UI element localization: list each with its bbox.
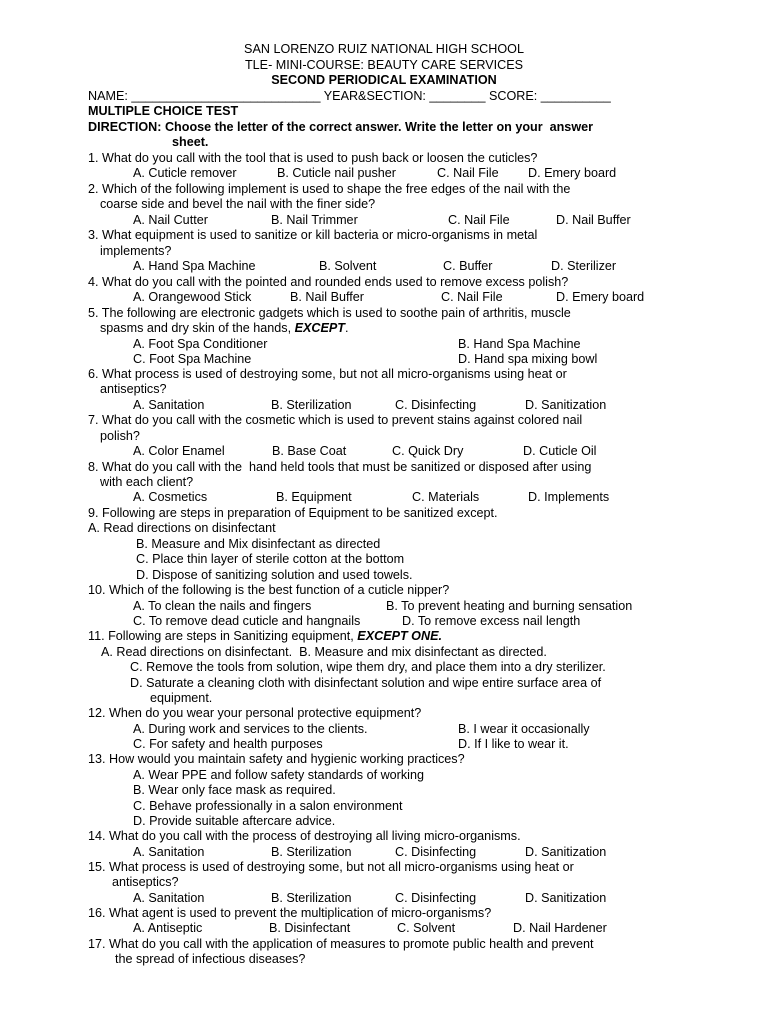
question-8: 8. What do you call with the hand held tools that must be sanitized or disposed after using xyxy=(88,460,592,474)
q7-choice-b: B. Base Coat xyxy=(272,444,347,458)
q11-except-emphasis: EXCEPT ONE. xyxy=(357,629,442,643)
question-11 xyxy=(88,629,442,644)
question-12: 12. When do you wear your personal protective equipment? xyxy=(88,706,422,720)
q16-choice-d: D. Nail Hardener xyxy=(513,921,607,935)
q1-choice-a: A. Cuticle remover xyxy=(133,166,237,180)
exam-title: SECOND PERIODICAL EXAMINATION xyxy=(271,73,497,87)
q7-choice-d: D. Cuticle Oil xyxy=(523,444,597,458)
q1-choice-b: B. Cuticle nail pusher xyxy=(277,166,397,180)
q6-choice-d: D. Sanitization xyxy=(525,398,607,412)
q12-choice-c: C. For safety and health purposes xyxy=(133,737,323,751)
question-9: 9. Following are steps in preparation of Equipment to be sanitized except. xyxy=(88,506,498,520)
q8-choice-c: C. Materials xyxy=(412,490,480,504)
course-title: TLE- MINI-COURSE: BEAUTY CARE SERVICES xyxy=(244,58,524,72)
q13-choice-c: C. Behave professionally in a salon environment xyxy=(133,799,403,813)
question-15: 15. What process is used of destroying some, but not all micro-organisms using heat or xyxy=(88,860,574,874)
question-10: 10. Which of the following is the best function of a cuticle nipper? xyxy=(88,583,450,597)
q11-choice-c: C. Remove the tools from solution, wipe them dry, and place them into a dry sterilizer. xyxy=(130,660,606,674)
q3-choice-b: B. Solvent xyxy=(319,259,377,273)
q10-choice-d: D. To remove excess nail length xyxy=(402,614,581,628)
q8-choice-b: B. Equipment xyxy=(276,490,352,504)
q7-choice-a: A. Color Enamel xyxy=(133,444,225,458)
q8-choice-d: D. Implements xyxy=(528,490,610,504)
q4-choice-c: C. Nail File xyxy=(441,290,503,304)
question-6: 6. What process is used of destroying some, but not all micro-organisms using heat or xyxy=(88,367,567,381)
q1-choice-c: C. Nail File xyxy=(437,166,499,180)
q1-choice-d: D. Emery board xyxy=(528,166,617,180)
q5-choice-b: B. Hand Spa Machine xyxy=(458,337,581,351)
q3-choice-c: C. Buffer xyxy=(443,259,493,273)
q4-choice-d: D. Emery board xyxy=(556,290,645,304)
q11-text: 11. Following are steps in Sanitizing equipment, xyxy=(88,629,358,643)
q15-choice-c: C. Disinfecting xyxy=(395,891,477,905)
q7-choice-c: C. Quick Dry xyxy=(392,444,464,458)
question-14: 14. What do you call with the process of destroying all living micro-organisms. xyxy=(88,829,521,843)
q8-choice-a: A. Cosmetics xyxy=(133,490,208,504)
question-5: 5. The following are electronic gadgets which is used to soothe pain of arthritis, muscle xyxy=(88,306,571,320)
q2-choice-a: A. Nail Cutter xyxy=(133,213,208,227)
q4-choice-a: A. Orangewood Stick xyxy=(133,290,252,304)
q13-choice-a: A. Wear PPE and follow safety standards of working xyxy=(133,768,424,782)
q5-period: . xyxy=(345,321,349,335)
q13-choice-d: D. Provide suitable aftercare advice. xyxy=(133,814,336,828)
question-17: 17. What do you call with the application of measures to promote public health and prevent xyxy=(88,937,594,951)
q5-choice-a: A. Foot Spa Conditioner xyxy=(133,337,268,351)
question-17-cont: the spread of infectious diseases? xyxy=(115,952,306,966)
q9-choice-d: D. Dispose of sanitizing solution and used towels. xyxy=(136,568,413,582)
question-2: 2. Which of the following implement is used to shape the free edges of the nail with the xyxy=(88,182,571,196)
q3-choice-a: A. Hand Spa Machine xyxy=(133,259,256,273)
q16-choice-c: C. Solvent xyxy=(397,921,456,935)
q2-choice-c: C. Nail File xyxy=(448,213,510,227)
q14-choice-d: D. Sanitization xyxy=(525,845,607,859)
q11-choice-d: D. Saturate a cleaning cloth with disinfectant solution and wipe entire surface area of xyxy=(130,676,602,690)
question-3-cont: implements? xyxy=(100,244,172,258)
q13-choice-b: B. Wear only face mask as required. xyxy=(133,783,336,797)
q5-choice-c: C. Foot Spa Machine xyxy=(133,352,252,366)
q14-choice-b: B. Sterilization xyxy=(271,845,352,859)
q10-choice-a: A. To clean the nails and fingers xyxy=(133,599,312,613)
q5-choice-d: D. Hand spa mixing bowl xyxy=(458,352,598,366)
q10-choice-c: C. To remove dead cuticle and hangnails xyxy=(133,614,361,628)
q5-text: spasms and dry skin of the hands, xyxy=(100,321,295,335)
question-16: 16. What agent is used to prevent the multiplication of micro-organisms? xyxy=(88,906,492,920)
q10-choice-b: B. To prevent heating and burning sensation xyxy=(386,599,633,613)
question-4: 4. What do you call with the pointed and rounded ends used to remove excess polish? xyxy=(88,275,569,289)
q12-choice-a: A. During work and services to the clients. xyxy=(133,722,368,736)
question-8-cont: with each client? xyxy=(100,475,194,489)
q4-choice-b: B. Nail Buffer xyxy=(290,290,364,304)
q9-choice-b: B. Measure and Mix disinfectant as directed xyxy=(136,537,381,551)
question-7: 7. What do you call with the cosmetic which is used to prevent stains against colored nail xyxy=(88,413,583,427)
q6-choice-b: B. Sterilization xyxy=(271,398,352,412)
question-1: 1. What do you call with the tool that is used to push back or loosen the cuticles? xyxy=(88,151,538,165)
q2-choice-b: B. Nail Trimmer xyxy=(271,213,358,227)
q14-choice-c: C. Disinfecting xyxy=(395,845,477,859)
direction-line-2: sheet. xyxy=(172,135,209,149)
q16-choice-b: B. Disinfectant xyxy=(269,921,351,935)
q15-choice-a: A. Sanitation xyxy=(133,891,205,905)
question-7-cont: polish? xyxy=(100,429,140,443)
q3-choice-d: D. Sterilizer xyxy=(551,259,617,273)
q11-choice-d-cont: equipment. xyxy=(150,691,213,705)
q5-except-emphasis: EXCEPT xyxy=(294,321,345,335)
q16-choice-a: A. Antiseptic xyxy=(133,921,203,935)
q6-choice-c: C. Disinfecting xyxy=(395,398,477,412)
q12-choice-b: B. I wear it occasionally xyxy=(458,722,590,736)
question-2-cont: coarse side and bevel the nail with the finer side? xyxy=(100,197,376,211)
question-5-cont xyxy=(100,321,349,336)
q12-choice-d: D. If I like to wear it. xyxy=(458,737,569,751)
q9-choice-a: A. Read directions on disinfectant xyxy=(88,521,276,535)
test-type: MULTIPLE CHOICE TEST xyxy=(88,104,239,118)
question-3: 3. What equipment is used to sanitize or kill bacteria or micro-organisms in metal xyxy=(88,228,538,242)
q2-choice-d: D. Nail Buffer xyxy=(556,213,631,227)
q15-choice-d: D. Sanitization xyxy=(525,891,607,905)
q6-choice-a: A. Sanitation xyxy=(133,398,205,412)
q11-choice-a-b: A. Read directions on disinfectant. B. Measure and mix disinfectant as directed. xyxy=(101,645,547,659)
question-6-cont: antiseptics? xyxy=(100,382,167,396)
direction-line-1: DIRECTION: Choose the letter of the correct answer. Write the letter on your answer xyxy=(88,120,594,134)
q15-choice-b: B. Sterilization xyxy=(271,891,352,905)
q9-choice-c: C. Place thin layer of sterile cotton at the bottom xyxy=(136,552,405,566)
name-section-score-line: NAME: ___________________________ YEAR&SECTION: ________ SCORE: __________ xyxy=(88,89,611,103)
question-13: 13. How would you maintain safety and hygienic working practices? xyxy=(88,752,465,766)
q14-choice-a: A. Sanitation xyxy=(133,845,205,859)
question-15-cont: antiseptics? xyxy=(112,875,179,889)
school-name: SAN LORENZO RUIZ NATIONAL HIGH SCHOOL xyxy=(244,42,524,56)
